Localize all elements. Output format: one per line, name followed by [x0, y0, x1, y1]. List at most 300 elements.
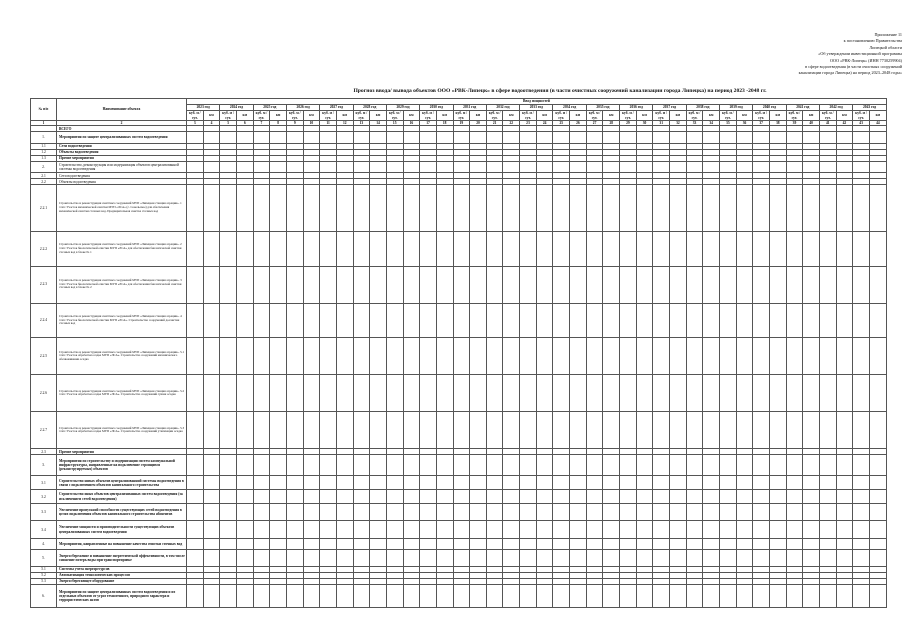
value-cell	[453, 132, 470, 144]
value-cell	[603, 132, 620, 144]
row-number: 5.3	[31, 578, 57, 584]
value-cell	[586, 584, 603, 607]
row-title: Строительство и реконструкция очистных сооружений МУП «Липецкая станция аэрации». 5.1 этап: Участок обработки осадка МУП «ЛСА». Строительство сооружений механического обезвоживания осадка	[57, 338, 187, 375]
value-cell	[803, 303, 820, 338]
header-unit: куб. м / сут.	[620, 111, 637, 121]
value-cell	[370, 412, 387, 449]
value-cell	[536, 521, 553, 538]
value-cell	[270, 538, 287, 550]
column-number: 19	[453, 121, 470, 126]
value-cell	[819, 161, 836, 173]
row-number: 1.3	[31, 155, 57, 161]
value-cell	[420, 303, 437, 338]
value-cell	[270, 338, 287, 375]
value-cell	[420, 538, 437, 550]
value-cell	[236, 132, 253, 144]
value-cell	[270, 231, 287, 266]
value-cell	[869, 584, 886, 607]
value-cell	[403, 584, 420, 607]
appendix-note-line: Приложение 11	[874, 32, 902, 37]
value-cell	[353, 266, 370, 303]
row-number: 2.1	[31, 173, 57, 179]
row-title: Строительство, реконструкция или модернизация объектов централизованной системы водоотведения	[57, 161, 187, 173]
value-cell	[187, 490, 204, 504]
value-cell	[336, 521, 353, 538]
value-cell	[403, 375, 420, 412]
value-cell	[670, 504, 687, 521]
value-cell	[853, 538, 870, 550]
value-cell	[819, 455, 836, 476]
value-cell	[420, 132, 437, 144]
row-title: Сети водоотведения	[57, 173, 187, 179]
value-cell	[470, 231, 487, 266]
value-cell	[620, 185, 637, 231]
header-unit: куб. м / сут.	[786, 111, 803, 121]
value-cell	[603, 375, 620, 412]
value-cell	[869, 550, 886, 566]
header-unit: куб. м / сут.	[486, 111, 503, 121]
value-cell	[670, 161, 687, 173]
value-cell	[286, 476, 303, 490]
value-cell	[520, 538, 537, 550]
value-cell	[303, 412, 320, 449]
row-number: 2.2.6	[31, 375, 57, 412]
header-unit: км	[536, 111, 553, 121]
value-cell	[620, 476, 637, 490]
value-cell	[286, 132, 303, 144]
row-title: Мероприятия по защите централизованных систем водоотведения	[57, 132, 187, 144]
row-title: Строительство иных объектов централизованных систем водоотведения (за исключением сетей водоотведения)	[57, 490, 187, 504]
value-cell	[603, 338, 620, 375]
value-cell	[486, 266, 503, 303]
column-number: 15	[386, 121, 403, 126]
value-cell	[869, 521, 886, 538]
value-cell	[703, 303, 720, 338]
value-cell	[603, 521, 620, 538]
value-cell	[836, 412, 853, 449]
value-cell	[636, 231, 653, 266]
value-cell	[470, 375, 487, 412]
value-cell	[753, 504, 770, 521]
column-number: 26	[570, 121, 587, 126]
value-cell	[187, 161, 204, 173]
value-cell	[370, 161, 387, 173]
value-cell	[769, 231, 786, 266]
value-cell	[420, 375, 437, 412]
value-cell	[803, 161, 820, 173]
value-cell	[336, 490, 353, 504]
value-cell	[286, 490, 303, 504]
header-unit: км	[769, 111, 786, 121]
value-cell	[503, 476, 520, 490]
value-cell	[353, 476, 370, 490]
value-cell	[769, 412, 786, 449]
value-cell	[836, 550, 853, 566]
table-row	[31, 490, 887, 504]
value-cell	[386, 584, 403, 607]
value-cell	[853, 266, 870, 303]
header-year: 2033 год	[520, 105, 553, 111]
header-unit: км	[303, 111, 320, 121]
value-cell	[536, 266, 553, 303]
column-number: 41	[819, 121, 836, 126]
value-cell	[220, 303, 237, 338]
value-cell	[403, 185, 420, 231]
table-body	[31, 126, 887, 608]
value-cell	[570, 303, 587, 338]
table-row	[31, 338, 887, 375]
value-cell	[187, 266, 204, 303]
value-cell	[420, 455, 437, 476]
value-cell	[686, 266, 703, 303]
value-cell	[553, 504, 570, 521]
value-cell	[286, 338, 303, 375]
value-cell	[869, 476, 886, 490]
value-cell	[670, 231, 687, 266]
value-cell	[819, 412, 836, 449]
value-cell	[353, 584, 370, 607]
value-cell	[203, 303, 220, 338]
header-year: 2029 год	[386, 105, 419, 111]
row-number: 3.3	[31, 504, 57, 521]
value-cell	[603, 412, 620, 449]
value-cell	[703, 132, 720, 144]
value-cell	[203, 266, 220, 303]
value-cell	[286, 231, 303, 266]
header-year: 2034 год	[553, 105, 586, 111]
value-cell	[353, 504, 370, 521]
value-cell	[503, 231, 520, 266]
value-cell	[803, 550, 820, 566]
value-cell	[620, 490, 637, 504]
value-cell	[536, 412, 553, 449]
value-cell	[720, 132, 737, 144]
value-cell	[869, 185, 886, 231]
column-number: 6	[236, 121, 253, 126]
value-cell	[236, 161, 253, 173]
value-cell	[270, 303, 287, 338]
appendix-note-line: канализации города Липецка) на период 2023–2048 годы»	[798, 70, 902, 76]
header-year: 2043 год	[853, 105, 887, 111]
value-cell	[869, 490, 886, 504]
value-cell	[470, 266, 487, 303]
value-cell	[320, 132, 337, 144]
value-cell	[620, 504, 637, 521]
value-cell	[636, 132, 653, 144]
value-cell	[670, 550, 687, 566]
appendix-note-line: ООО «РВК-Липецк» (ИНН 7730259904)	[830, 57, 902, 63]
value-cell	[819, 338, 836, 375]
row-number: 3.2	[31, 490, 57, 504]
column-number: 29	[620, 121, 637, 126]
value-cell	[303, 375, 320, 412]
value-cell	[253, 521, 270, 538]
value-cell	[420, 185, 437, 231]
value-cell	[636, 550, 653, 566]
row-number: 3.	[31, 455, 57, 476]
value-cell	[370, 231, 387, 266]
value-cell	[236, 584, 253, 607]
value-cell	[320, 266, 337, 303]
value-cell	[370, 185, 387, 231]
value-cell	[503, 490, 520, 504]
value-cell	[670, 266, 687, 303]
value-cell	[420, 490, 437, 504]
value-cell	[470, 132, 487, 144]
value-cell	[786, 550, 803, 566]
header-unit: куб. м / сут.	[220, 111, 237, 121]
row-title: Увеличение пропускной способности существующих сетей водоотведения в целях подключения объектов капитального строительства абонентов	[57, 504, 187, 521]
value-cell	[753, 231, 770, 266]
value-cell	[453, 504, 470, 521]
value-cell	[620, 412, 637, 449]
value-cell	[336, 266, 353, 303]
value-cell	[336, 550, 353, 566]
value-cell	[603, 455, 620, 476]
value-cell	[636, 584, 653, 607]
value-cell	[869, 538, 886, 550]
row-number: 1.1	[31, 143, 57, 149]
value-cell	[553, 231, 570, 266]
value-cell	[436, 521, 453, 538]
value-cell	[603, 266, 620, 303]
value-cell	[220, 266, 237, 303]
value-cell	[436, 161, 453, 173]
row-number: 2.2	[31, 179, 57, 185]
value-cell	[736, 185, 753, 231]
value-cell	[636, 338, 653, 375]
value-cell	[819, 490, 836, 504]
value-cell	[703, 584, 720, 607]
value-cell	[636, 476, 653, 490]
row-title: Строительство и реконструкция очистных сооружений МУП «Липецкая станция аэрации». 5.2 этап: Участок обработки осадка МУП «ЛСА». Строительство сооружений сушки осадка	[57, 375, 187, 412]
value-cell	[636, 161, 653, 173]
value-cell	[586, 266, 603, 303]
value-cell	[769, 584, 786, 607]
row-number: 1.	[31, 132, 57, 144]
value-cell	[653, 584, 670, 607]
value-cell	[753, 490, 770, 504]
value-cell	[570, 550, 587, 566]
value-cell	[303, 303, 320, 338]
value-cell	[320, 231, 337, 266]
column-number: 42	[836, 121, 853, 126]
value-cell	[869, 455, 886, 476]
header-unit: куб. м / сут.	[586, 111, 603, 121]
value-cell	[270, 476, 287, 490]
value-cell	[320, 521, 337, 538]
value-cell	[336, 476, 353, 490]
value-cell	[536, 538, 553, 550]
value-cell	[253, 476, 270, 490]
value-cell	[236, 185, 253, 231]
header-unit: куб. м / сут.	[553, 111, 570, 121]
value-cell	[253, 538, 270, 550]
value-cell	[236, 338, 253, 375]
header-unit: км	[670, 111, 687, 121]
value-cell	[303, 504, 320, 521]
value-cell	[303, 132, 320, 144]
column-number: 35	[720, 121, 737, 126]
value-cell	[653, 375, 670, 412]
value-cell	[869, 303, 886, 338]
value-cell	[653, 338, 670, 375]
value-cell	[453, 476, 470, 490]
value-cell	[703, 375, 720, 412]
value-cell	[370, 584, 387, 607]
value-cell	[686, 455, 703, 476]
value-cell	[303, 455, 320, 476]
value-cell	[503, 538, 520, 550]
value-cell	[453, 161, 470, 173]
value-cell	[769, 490, 786, 504]
value-cell	[703, 476, 720, 490]
value-cell	[220, 550, 237, 566]
value-cell	[187, 338, 204, 375]
value-cell	[420, 231, 437, 266]
value-cell	[653, 266, 670, 303]
column-number: 9	[286, 121, 303, 126]
value-cell	[853, 550, 870, 566]
value-cell	[320, 476, 337, 490]
value-cell	[786, 521, 803, 538]
value-cell	[520, 303, 537, 338]
value-cell	[836, 185, 853, 231]
value-cell	[853, 412, 870, 449]
value-cell	[786, 375, 803, 412]
value-cell	[570, 161, 587, 173]
value-cell	[386, 231, 403, 266]
column-number: 32	[670, 121, 687, 126]
column-number: 20	[470, 121, 487, 126]
header-unit: км	[470, 111, 487, 121]
value-cell	[720, 476, 737, 490]
value-cell	[486, 375, 503, 412]
value-cell	[803, 504, 820, 521]
value-cell	[720, 185, 737, 231]
value-cell	[386, 338, 403, 375]
value-cell	[203, 338, 220, 375]
appendix-note	[706, 32, 902, 77]
value-cell	[853, 504, 870, 521]
header-unit: км	[869, 111, 886, 121]
column-number: 30	[636, 121, 653, 126]
value-cell	[803, 231, 820, 266]
value-cell	[370, 338, 387, 375]
header-year: 2030 год	[420, 105, 453, 111]
column-number: 33	[686, 121, 703, 126]
value-cell	[220, 490, 237, 504]
value-cell	[436, 476, 453, 490]
header-unit: куб. м / сут.	[520, 111, 537, 121]
value-cell	[420, 550, 437, 566]
value-cell	[286, 584, 303, 607]
value-cell	[336, 338, 353, 375]
value-cell	[703, 161, 720, 173]
value-cell	[853, 375, 870, 412]
header-unit: км	[736, 111, 753, 121]
value-cell	[586, 338, 603, 375]
value-cell	[819, 132, 836, 144]
table-row	[31, 375, 887, 412]
value-cell	[403, 455, 420, 476]
value-cell	[869, 132, 886, 144]
value-cell	[386, 490, 403, 504]
value-cell	[736, 338, 753, 375]
value-cell	[653, 476, 670, 490]
value-cell	[303, 185, 320, 231]
value-cell	[236, 476, 253, 490]
header-unit: км	[403, 111, 420, 121]
value-cell	[836, 455, 853, 476]
value-cell	[436, 185, 453, 231]
value-cell	[336, 132, 353, 144]
value-cell	[503, 185, 520, 231]
value-cell	[253, 550, 270, 566]
value-cell	[336, 161, 353, 173]
header-unit: км	[703, 111, 720, 121]
value-cell	[836, 161, 853, 173]
value-cell	[769, 476, 786, 490]
column-number: 43	[853, 121, 870, 126]
value-cell	[470, 161, 487, 173]
value-cell	[236, 375, 253, 412]
value-cell	[336, 538, 353, 550]
value-cell	[203, 584, 220, 607]
header-year: 2042 год	[819, 105, 852, 111]
value-cell	[253, 455, 270, 476]
value-cell	[436, 231, 453, 266]
value-cell	[819, 538, 836, 550]
value-cell	[769, 303, 786, 338]
value-cell	[686, 375, 703, 412]
value-cell	[336, 584, 353, 607]
table-row	[31, 266, 887, 303]
value-cell	[303, 490, 320, 504]
table-row	[31, 161, 887, 173]
value-cell	[187, 412, 204, 449]
value-cell	[620, 161, 637, 173]
value-cell	[553, 266, 570, 303]
value-cell	[336, 412, 353, 449]
header-year: 2041 год	[786, 105, 819, 111]
header-unit: км	[836, 111, 853, 121]
value-cell	[436, 538, 453, 550]
value-cell	[570, 538, 587, 550]
value-cell	[703, 185, 720, 231]
value-cell	[353, 550, 370, 566]
value-cell	[786, 185, 803, 231]
row-title: Автоматизация технологических процессов	[57, 572, 187, 578]
value-cell	[253, 504, 270, 521]
value-cell	[786, 412, 803, 449]
value-cell	[286, 266, 303, 303]
row-title: Системы учета энергоресурсов	[57, 566, 187, 572]
value-cell	[769, 185, 786, 231]
value-cell	[386, 455, 403, 476]
value-cell	[403, 266, 420, 303]
value-cell	[653, 231, 670, 266]
value-cell	[203, 161, 220, 173]
value-cell	[836, 266, 853, 303]
row-title: Мероприятия, направленные на повышение качества очистки сточных вод	[57, 538, 187, 550]
value-cell	[503, 266, 520, 303]
value-cell	[670, 412, 687, 449]
value-cell	[853, 521, 870, 538]
value-cell	[503, 521, 520, 538]
row-number: 2.	[31, 161, 57, 173]
value-cell	[553, 132, 570, 144]
